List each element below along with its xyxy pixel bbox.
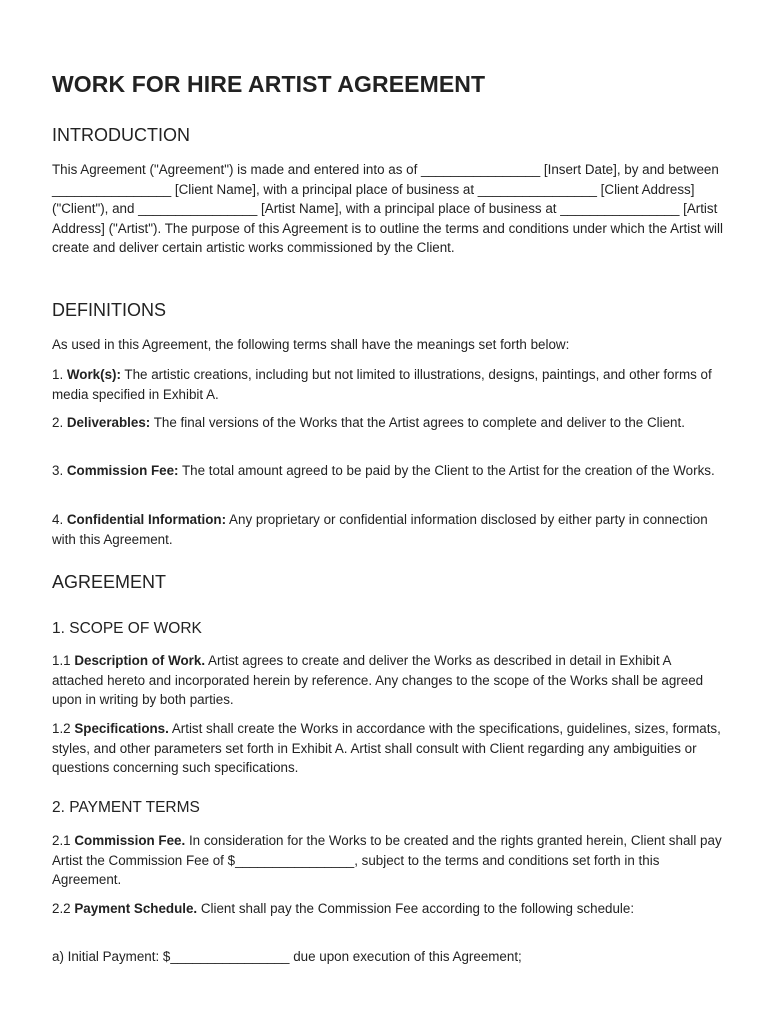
definition-item-commission-fee: 3. Commission Fee: The total amount agreed to be paid by the Client to the Artist for the creation of the Works. [52, 463, 715, 478]
clause-2-2: 2.2 Payment Schedule. Client shall pay the Commission Fee according to the following schedule: [52, 901, 635, 916]
definition-item-deliverables: 2. Deliverables: The final versions of the Works that the Artist agrees to complete and deliver to the Client. [52, 415, 685, 430]
clause-2-1: 2.1 Commission Fee. In consideration for the Works to be created and the rights granted herein, Client shall pay Artist the Commission Fee of $________________, subject to the terms and conditions set forth in this Agreement. [52, 833, 722, 888]
introduction-paragraph: This Agreement ("Agreement") is made and entered into as of ________________ [Insert Date], by and between ________________ [Client Name], with a principal place of business at ________________ [Client Address] ("Client"), and ________________ [Artist Name], with a principal place of business at ________________ [Artist Address] ("Artist"). The purpose of this Agreement is to outline the terms and conditions under which the Artist will create and deliver certain artistic works commissioned by the Client. [52, 162, 723, 256]
clause-1-2: 1.2 Specifications. Artist shall create the Works in accordance with the specifications, guidelines, sizes, formats, styles, and other parameters set forth in Exhibit A. Artist shall consult with Client regarding any ambiguities or questions concerning such specifications. [52, 721, 721, 776]
definitions-intro: As used in this Agreement, the following terms shall have the meanings set forth below: [52, 337, 570, 352]
agreement-heading: AGREEMENT [52, 572, 167, 592]
scope-of-work-heading: 1. SCOPE OF WORK [52, 620, 202, 637]
definition-item-works: 1. Work(s): The artistic creations, including but not limited to illustrations, designs, paintings, and other forms of media specified in Exhibit A. [52, 367, 712, 402]
introduction-heading: INTRODUCTION [52, 125, 190, 145]
definitions-heading: DEFINITIONS [52, 300, 167, 320]
payment-schedule-item-a: a) Initial Payment: $________________ due upon execution of this Agreement; [52, 949, 522, 964]
payment-terms-heading: 2. PAYMENT TERMS [52, 799, 200, 816]
definition-item-confidential-information: 4. Confidential Information: Any proprietary or confidential information disclosed by either party in connection with this Agreement. [52, 512, 708, 547]
document-title: WORK FOR HIRE ARTIST AGREEMENT [52, 71, 486, 97]
clause-1-1: 1.1 Description of Work. Artist agrees to create and deliver the Works as described in detail in Exhibit A attached hereto and incorporated herein by reference. Any changes to the scope of the Works shall be agreed upon in writing by both parties. [52, 653, 704, 708]
